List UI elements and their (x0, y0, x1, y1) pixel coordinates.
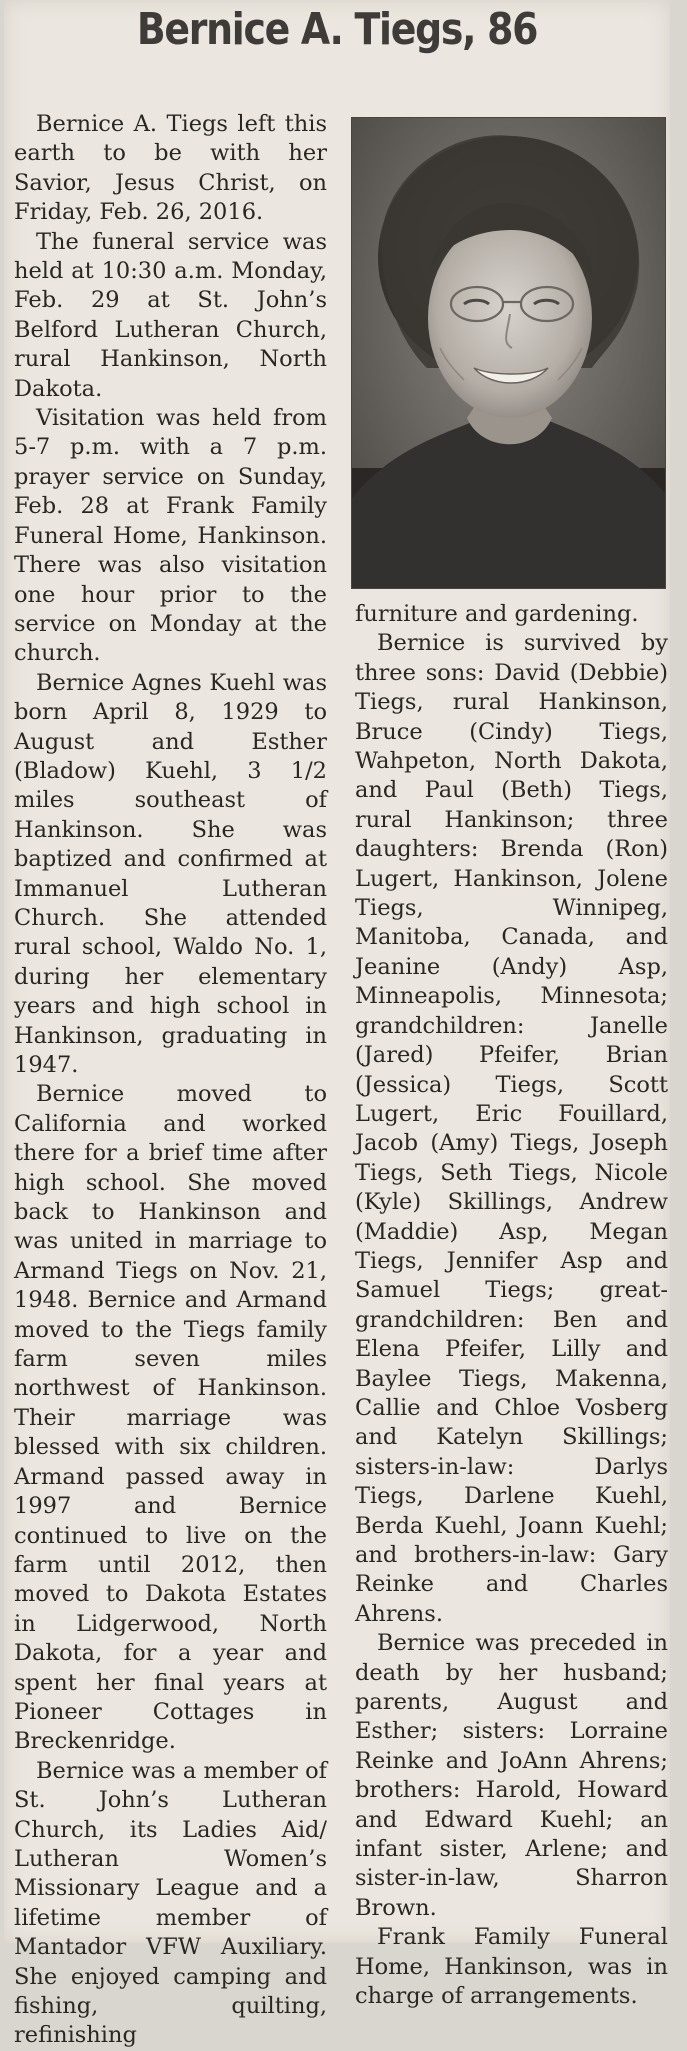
paragraph-memberships: Bernice was a member of St. John’s Lutheran Church, its Ladies Aid/ Lutheran Women’s Missionary League and a lifetime member of Mantador VFW Auxiliary. She enjoyed camping and fishing, quilting, refinishing (14, 1757, 327, 2049)
paragraph-funeral: The funeral service was held at 10:30 a.m. Monday, Feb. 29 at St. John’s Belford Lutheran Church, rural Hankinson, North Dakota. (14, 228, 327, 402)
paragraph-birth: Bernice Agnes Kuehl was born April 8, 1929 to August and Esther (Bladow) Kuehl, 3 1/2 miles southeast of Hankinson. She was baptized and confirmed at Immanuel Lutheran Church. She attended rural school, Waldo No. 1, during her elementary years and high school in Hankinson, graduating in 1947. (14, 669, 327, 1078)
paragraph-hobbies-continued: furniture and gardening. (355, 601, 639, 627)
portrait-photo-icon (352, 118, 665, 588)
paragraph-life: Bernice moved to California and worked there for a brief time after high school. She moved back to Hankinson and was united in marriage to Armand Tiegs on Nov. 21, 1948. Bernice and Armand moved to the Tiegs family farm seven miles northwest of Hankinson. Their marriage was blessed with six children. Armand passed away in 1997 and Bernice continued to live on the farm until 2012, then moved to Dakota Estates in Lidgerwood, North Dakota, for a year and spent her final years at Pioneer Cottages in Breckenridge. (14, 1081, 327, 1755)
paragraph-passing: Bernice A. Tiegs left this earth to be with her Savior, Jesus Christ, on Friday, Feb. 26, 2016. (14, 111, 327, 226)
paragraph-survivors: Bernice is survived by three sons: David (Debbie) Tiegs, rural Hankinson, Bruce (Cindy) Tiegs, Wahpeton, North Dakota, and Paul (Beth) Tiegs, rural Hankinson; three daughters: Brenda (Ron) Lugert, Hankinson, Jolene Tiegs, Winnipeg, Manitoba, Canada, and Jeanine (Andy) Asp, Minneapolis, Minnesota; grandchildren: Janelle (Jared) Pfeifer, Brian (Jessica) Tiegs, Scott Lugert, Eric Fouillard, Jacob (Amy) Tiegs, Joseph Tiegs, Seth Tiegs, Nicole (Kyle) Skillings, Andrew (Maddie) Asp, Megan Tiegs, Jennifer Asp and Samuel Tiegs; great-grandchildren: Ben and Elena Pfeifer, Lilly and Baylee Tiegs, Makenna, Callie and Chloe Vosberg and Katelyn Skillings; sisters-in-law: Darlys Tiegs, Darlene Kuehl, Berda Kuehl, Joann Kuehl; and brothers-in-law: Gary Reinke and Charles Ahrens. (355, 630, 668, 1627)
portrait-photo (351, 117, 666, 589)
left-column (14, 110, 327, 2051)
obituary-clipping (4, 0, 670, 2049)
obituary-headline: Bernice A. Tiegs, 86 (136, 4, 538, 55)
paragraph-preceded: Bernice was preceded in death by her husband; parents, August and Esther; sisters: Lorraine Reinke and JoAnn Ahrens; brothers: Harold, Howard and Edward Kuehl; an infant sister, Arlene; and sister-in-law, Sharron Brown. (355, 1630, 668, 1921)
paragraph-visitation: Visitation was held from 5-7 p.m. with a 7 p.m. prayer service on Sunday, Feb. 28 at Frank Family Funeral Home, Hankinson. There was also visitation one hour prior to the service on Monday at the church. (14, 405, 327, 667)
paragraph-arrangements: Frank Family Funeral Home, Hankinson, was in charge of arrangements. (355, 1924, 668, 2010)
right-column (355, 600, 668, 2012)
